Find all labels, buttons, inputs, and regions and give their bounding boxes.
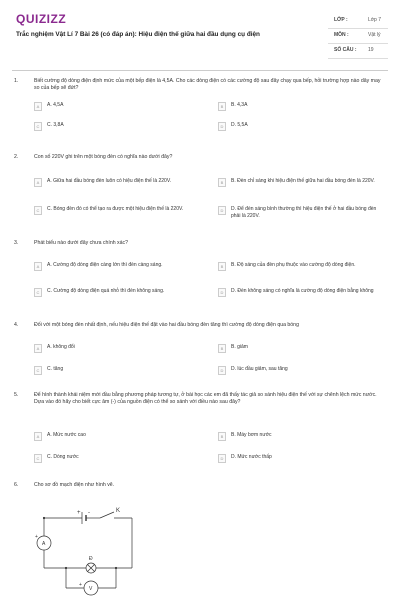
battery-minus-label: - bbox=[88, 510, 90, 516]
battery-plus-label: + bbox=[77, 510, 81, 516]
option-text: D. Để đèn sáng bình thường thì hiệu điện thế ở hai đầu bóng đèn phải là 220V. bbox=[231, 206, 377, 219]
option-letter-box: B bbox=[218, 178, 226, 187]
option-letter-box: D bbox=[218, 206, 226, 215]
logo: QUIZIZZ bbox=[16, 12, 67, 26]
option-text: B. Độ sáng của đèn phụ thuộc vào cường độ dòng điện. bbox=[231, 262, 356, 268]
question-number: 6. bbox=[14, 482, 19, 488]
option-letter-box: D bbox=[218, 454, 226, 463]
switch-blade bbox=[100, 512, 114, 518]
option-text: A. 4,5A bbox=[47, 102, 64, 108]
option-text: D. lúc đầu giảm, sau tăng bbox=[231, 366, 288, 372]
question-text: Đối với một bóng đèn nhất định, nếu hiệu điện thế đặt vào hai đầu bóng đèn tăng thì cường độ dòng điện qua bóng bbox=[34, 322, 299, 328]
ammeter-plus-label: + bbox=[35, 534, 38, 540]
option-text: A. Cường độ dòng điện càng lớn thì đèn càng sáng. bbox=[47, 262, 163, 268]
junction-dot bbox=[65, 567, 67, 569]
option-letter-box: C bbox=[34, 366, 42, 375]
meta-key: LỚP : bbox=[334, 17, 348, 23]
meta-table bbox=[328, 14, 388, 59]
option-letter-box: B bbox=[218, 262, 226, 271]
question-number: 1. bbox=[14, 78, 19, 84]
meta-value: 19 bbox=[368, 47, 374, 53]
option-letter-box: C bbox=[34, 288, 42, 297]
question-number: 4. bbox=[14, 322, 19, 328]
option-text: D. Đèn không sáng có nghĩa là cường độ dòng điện bằng không bbox=[231, 288, 374, 294]
voltmeter-label: V bbox=[89, 586, 93, 592]
option-letter-box: D bbox=[218, 122, 226, 131]
option-text: D. 5,5A bbox=[231, 122, 248, 128]
option-letter-box: A bbox=[34, 432, 42, 441]
voltmeter-plus-label: + bbox=[79, 582, 82, 588]
option-letter-box: C bbox=[34, 122, 42, 131]
option-letter-box: B bbox=[218, 344, 226, 353]
option-text: C. Cường độ dòng điện quá nhỏ thì đèn không sáng. bbox=[47, 288, 165, 294]
ammeter-label: A bbox=[42, 541, 46, 547]
option-letter-box: A bbox=[34, 102, 42, 111]
header-divider bbox=[12, 70, 388, 71]
question-text: Để hình thành khái niệm mới đầu bằng phương pháp tương tự, ở bài học các em đã thấy tác giả so sánh hiệu điện thế với sự chênh lệch mức nước. Dựa vào đó hãy cho biết cực âm (-) của nguồn điện có thể so sánh với điều nào sau đây? bbox=[34, 392, 377, 406]
meta-key: MÔN : bbox=[334, 32, 349, 38]
option-letter-box: D bbox=[218, 288, 226, 297]
option-text: C. 3,8A bbox=[47, 122, 64, 128]
option-text: C. tăng bbox=[47, 366, 64, 372]
option-letter-box: C bbox=[34, 454, 42, 463]
header bbox=[0, 0, 400, 66]
option-letter-box: A bbox=[34, 344, 42, 353]
option-text: B. giảm bbox=[231, 344, 248, 350]
option-text: C. Dòng nước bbox=[47, 454, 79, 460]
question-text: Cho sơ đồ mạch điện như hình vẽ. bbox=[34, 482, 115, 488]
option-letter-box: C bbox=[34, 206, 42, 215]
meta-key: SỐ CÂU : bbox=[334, 47, 357, 53]
meta-subject bbox=[328, 29, 388, 44]
question-text: Con số 220V ghi trên một bóng đèn có nghĩa nào dưới đây? bbox=[34, 154, 173, 160]
circuit-diagram bbox=[30, 502, 140, 598]
question-number: 5. bbox=[14, 392, 19, 398]
page-title: Trắc nghiệm Vật Lí 7 Bài 26 (có đáp án): Hiệu điện thế giữa hai đầu dụng cụ điện bbox=[16, 31, 260, 38]
option-letter-box: A bbox=[34, 262, 42, 271]
junction-dot bbox=[43, 517, 45, 519]
option-text: C. Bóng đèn đó có thể tạo ra được một hiệu điện thế là 220V. bbox=[47, 206, 184, 212]
option-text: B. Đèn chỉ sáng khi hiệu điện thế giữa hai đầu bóng đèn là 220V. bbox=[231, 178, 375, 184]
option-letter-box: B bbox=[218, 432, 226, 441]
meta-value: Vật lý bbox=[368, 32, 381, 38]
option-letter-box: B bbox=[218, 102, 226, 111]
meta-count bbox=[328, 44, 388, 59]
option-letter-box: D bbox=[218, 366, 226, 375]
option-text: A. Giữa hai đầu bóng đèn luôn có hiệu điện thế là 220V. bbox=[47, 178, 172, 184]
question-number: 2. bbox=[14, 154, 19, 160]
option-text: B. Máy bơm nước bbox=[231, 432, 272, 438]
switch-label: K bbox=[116, 508, 121, 514]
option-text: B. 4,3A bbox=[231, 102, 248, 108]
question-text: Biết cường độ dòng điện định mức của một bếp điện là 4,5A. Cho các dòng điện có các cường độ sau đây chạy qua bếp, hỏi trường hợp nào dây may so của bếp sẽ đứt? bbox=[34, 78, 381, 92]
option-text: D. Mức nước thấp bbox=[231, 454, 272, 460]
meta-grade bbox=[328, 14, 388, 29]
question-number: 3. bbox=[14, 240, 19, 246]
option-text: A. không đổi bbox=[47, 344, 75, 350]
junction-dot bbox=[115, 567, 117, 569]
option-text: A. Mức nước cao bbox=[47, 432, 86, 438]
question-text: Phát biểu nào dưới đây chưa chính xác? bbox=[34, 240, 128, 246]
lamp-label: Đ bbox=[89, 556, 93, 562]
option-letter-box: A bbox=[34, 178, 42, 187]
meta-value: Lớp 7 bbox=[368, 17, 382, 23]
